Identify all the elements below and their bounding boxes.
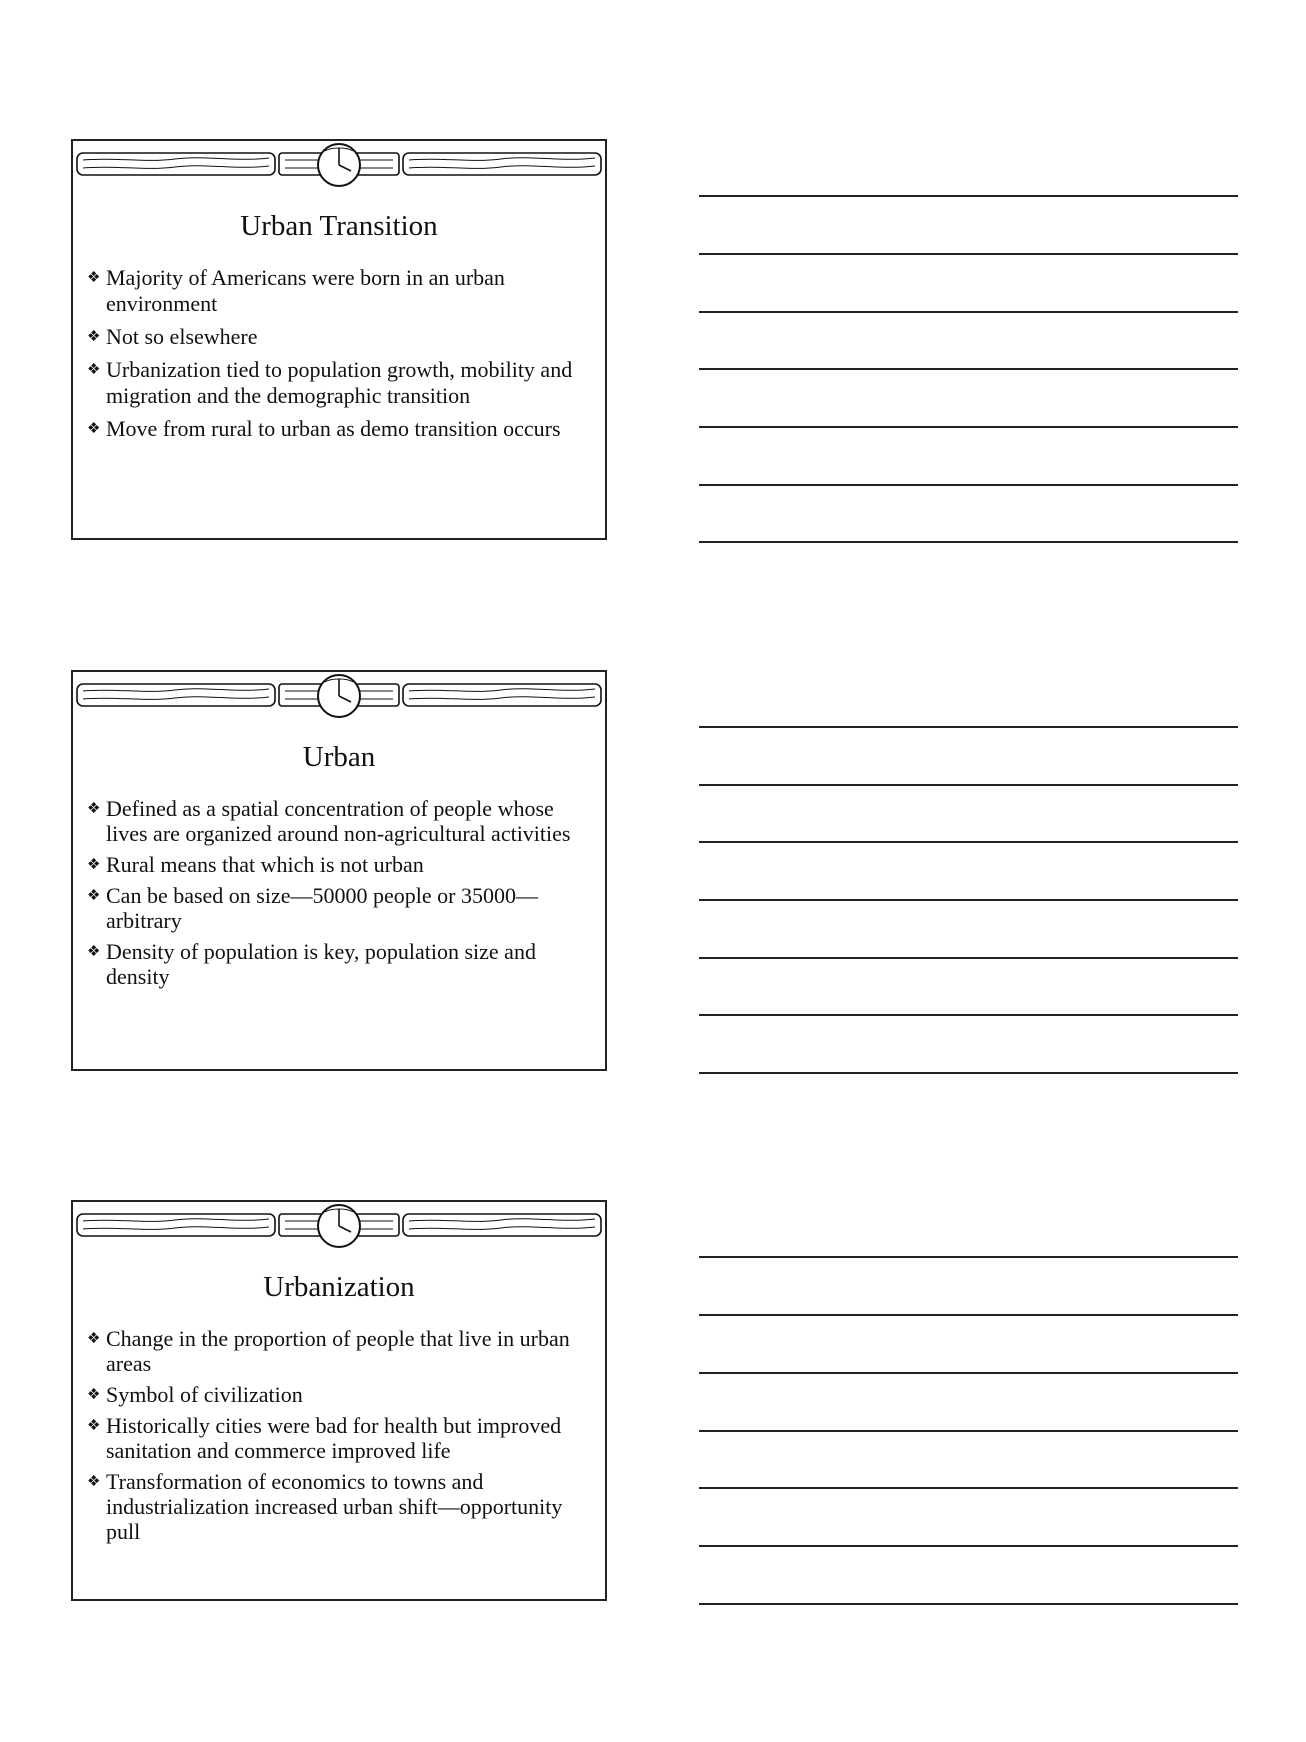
note-line — [699, 368, 1238, 370]
slide-title: Urban — [302, 741, 376, 773]
diamond-bullet-icon: ❖ — [87, 421, 101, 437]
diamond-bullet-icon: ❖ — [87, 888, 101, 904]
bullet-item — [87, 796, 595, 846]
note-line — [699, 957, 1238, 959]
bullet-item — [87, 1413, 595, 1463]
bullet-text: Move from rural to urban as demo transition occurs — [106, 416, 561, 441]
note-line — [699, 1014, 1238, 1016]
bullet-text: Rural means that which is not urban — [106, 852, 424, 877]
diamond-bullet-icon: ❖ — [87, 270, 101, 286]
note-line — [699, 1487, 1238, 1489]
bullet-item — [87, 1469, 595, 1544]
slide-thumbnail-3 — [71, 1200, 607, 1601]
bullet-text: Urbanization tied to population growth, mobility and migration and the demographic transition — [106, 357, 573, 408]
diamond-bullet-icon: ❖ — [87, 1418, 101, 1434]
bullet-text: Density of population is key, population size and density — [106, 939, 536, 989]
note-line — [699, 1256, 1238, 1258]
diamond-bullet-icon: ❖ — [87, 362, 101, 378]
bullet-item — [87, 1382, 595, 1407]
note-line — [699, 899, 1238, 901]
scroll-banner-with-clock-icon — [75, 674, 603, 718]
slide-thumbnail-1 — [71, 139, 607, 540]
bullet-item — [87, 357, 595, 409]
bullet-item — [87, 939, 595, 989]
note-line — [699, 1072, 1238, 1074]
note-line — [699, 541, 1238, 543]
note-line — [699, 1603, 1238, 1605]
bullet-list — [87, 265, 595, 449]
scroll-banner-with-clock-icon — [75, 143, 603, 187]
bullet-list — [87, 796, 595, 995]
diamond-bullet-icon: ❖ — [87, 944, 101, 960]
diamond-bullet-icon: ❖ — [87, 857, 101, 873]
note-line — [699, 311, 1238, 313]
bullet-text: Transformation of economics to towns and industrialization increased urban shift—opportunity pull — [106, 1469, 563, 1544]
bullet-item — [87, 1326, 595, 1376]
diamond-bullet-icon: ❖ — [87, 801, 101, 817]
bullet-list — [87, 1326, 595, 1550]
bullet-text: Not so elsewhere — [106, 324, 258, 349]
bullet-text: Defined as a spatial concentration of people whose lives are organized around non-agricultural activities — [106, 796, 571, 846]
note-line — [699, 841, 1238, 843]
diamond-bullet-icon: ❖ — [87, 1331, 101, 1347]
bullet-text: Historically cities were bad for health but improved sanitation and commerce improved life — [106, 1413, 562, 1463]
bullet-text: Majority of Americans were born in an urban environment — [106, 265, 505, 316]
note-line — [699, 726, 1238, 728]
note-line — [699, 1545, 1238, 1547]
note-line — [699, 1314, 1238, 1316]
bullet-text: Symbol of civilization — [106, 1382, 303, 1407]
slide-thumbnail-2 — [71, 670, 607, 1071]
bullet-item — [87, 416, 595, 442]
note-line — [699, 426, 1238, 428]
bullet-text: Can be based on size—50000 people or 35000—arbitrary — [106, 883, 538, 933]
note-line — [699, 784, 1238, 786]
bullet-text: Change in the proportion of people that live in urban areas — [106, 1326, 570, 1376]
diamond-bullet-icon: ❖ — [87, 329, 101, 345]
bullet-item — [87, 324, 595, 350]
slide-title: Urban Transition — [240, 210, 438, 242]
slide-title: Urbanization — [263, 1271, 415, 1303]
note-line — [699, 195, 1238, 197]
note-line — [699, 484, 1238, 486]
note-line — [699, 253, 1238, 255]
bullet-item — [87, 852, 595, 877]
bullet-item — [87, 265, 595, 317]
bullet-item — [87, 883, 595, 933]
scroll-banner-with-clock-icon — [75, 1204, 603, 1248]
note-line — [699, 1372, 1238, 1374]
diamond-bullet-icon: ❖ — [87, 1387, 101, 1403]
note-line — [699, 1430, 1238, 1432]
diamond-bullet-icon: ❖ — [87, 1474, 101, 1490]
